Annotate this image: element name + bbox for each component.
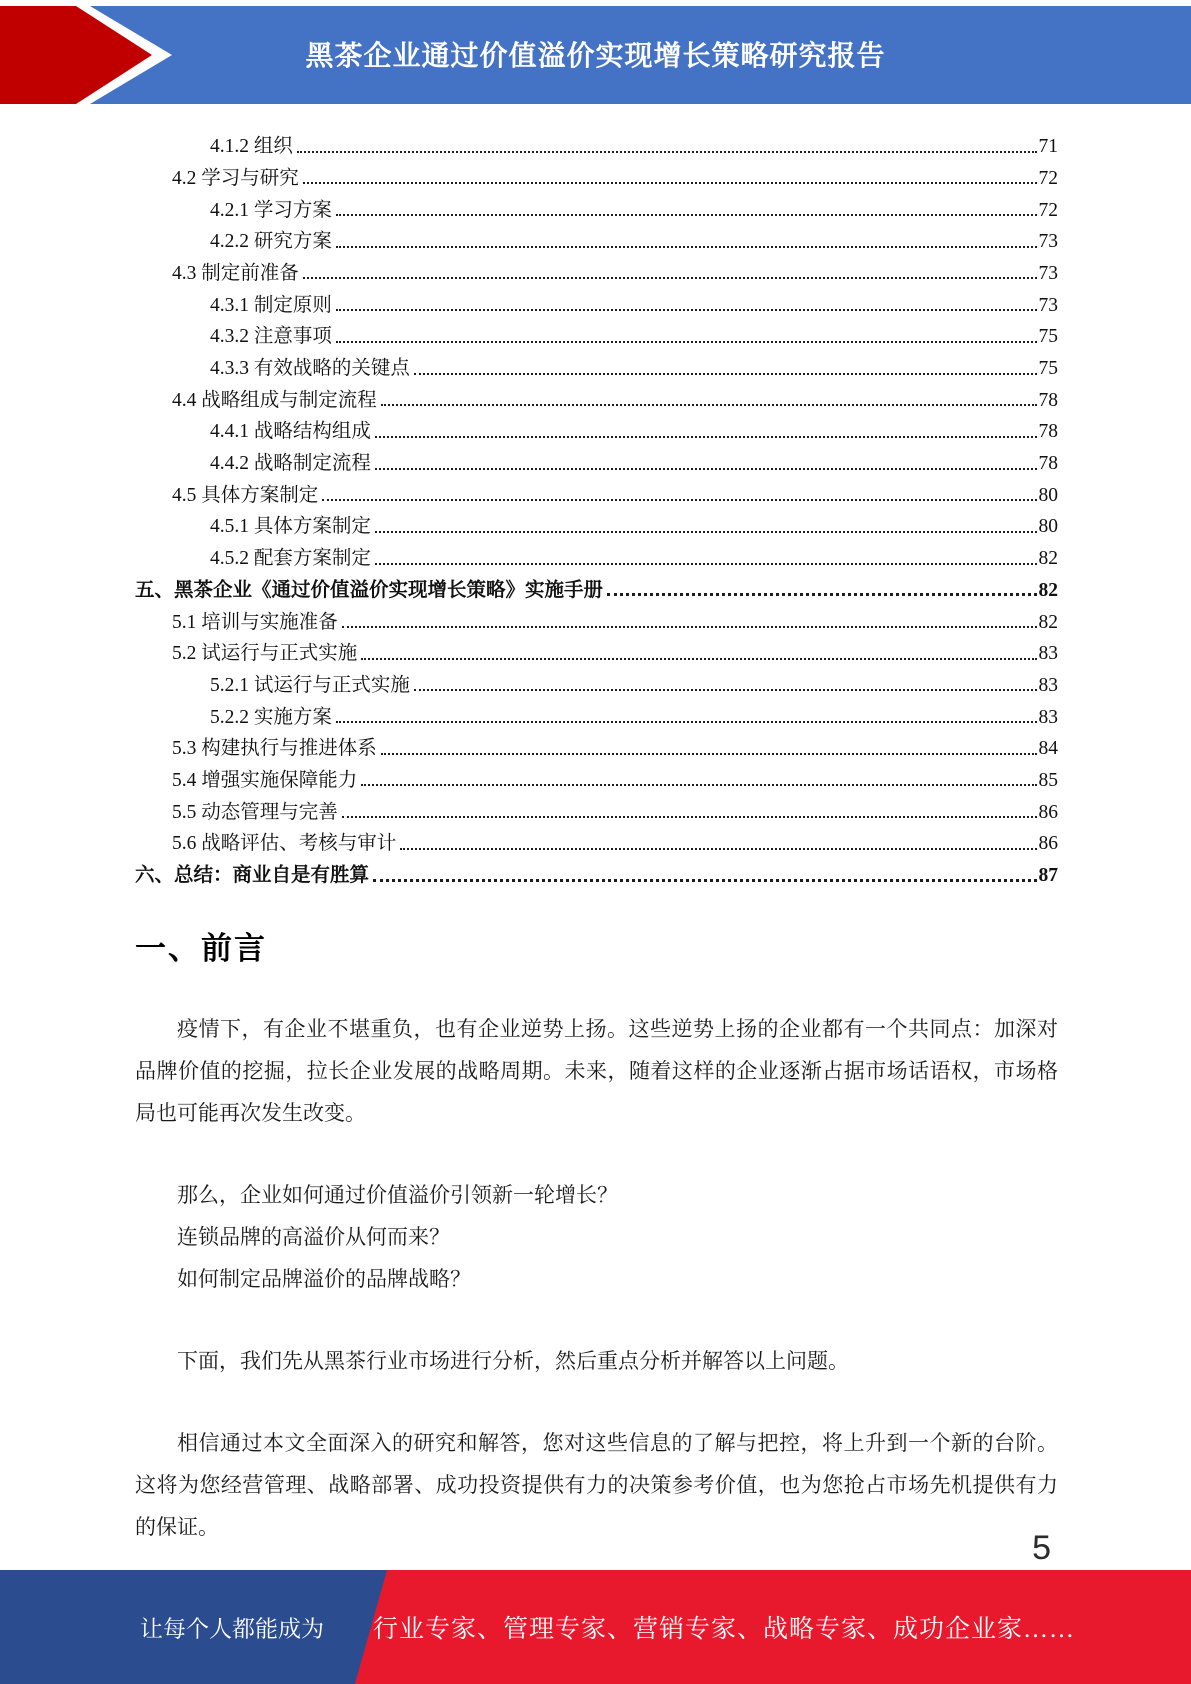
toc-dotted-leader (336, 309, 1037, 311)
page-content (135, 104, 1058, 1548)
body-paragraph: 下面，我们先从黑茶行业市场进行分析，然后重点分析并解答以上问题。 (177, 1348, 849, 1373)
toc-entry-page: 73 (1038, 262, 1058, 284)
toc-entry[interactable] (135, 348, 1058, 380)
toc-entry-label: 5.2.2 实施方案 (210, 706, 332, 728)
toc-entry-label: 4.2 学习与研究 (172, 167, 299, 189)
body-paragraph: 相信通过本文全面深入的研究和解答，您对这些信息的了解与把控，将上升到一个新的台阶。这将为您经营管理、战略部署、成功投资提供有力的决策参考价值，也为您抢占市场先机提供有力的保证。 (135, 1430, 1058, 1539)
toc-dotted-leader (297, 151, 1037, 153)
toc-dotted-leader (342, 816, 1037, 818)
toc-entry-page: 78 (1038, 389, 1058, 411)
toc-entry-page: 82 (1038, 579, 1058, 601)
toc-entry[interactable] (135, 411, 1058, 443)
toc-dotted-leader (414, 689, 1037, 691)
toc-entry-page: 85 (1038, 769, 1058, 791)
toc-dotted-leader (342, 626, 1037, 628)
toc-list (135, 126, 1058, 887)
body-paragraph: 如何制定品牌溢价的品牌战略？ (177, 1266, 471, 1291)
toc-entry[interactable] (135, 823, 1058, 855)
toc-entry-label: 五、黑茶企业《通过价值溢价实现增长策略》实施手册 (135, 579, 604, 601)
toc-entry-page: 73 (1038, 294, 1058, 316)
toc-dotted-leader (361, 784, 1036, 786)
toc-dotted-leader (414, 373, 1037, 375)
toc-entry-label: 4.3.1 制定原则 (210, 294, 332, 316)
toc-entry[interactable] (135, 126, 1058, 158)
toc-entry-label: 5.6 战略评估、考核与审计 (172, 833, 397, 855)
toc-entry[interactable] (135, 538, 1058, 570)
toc-entry-page: 83 (1038, 643, 1058, 665)
toc-dotted-leader (375, 468, 1037, 470)
body-paragraph: 连锁品牌的高溢价从何而来？ (177, 1224, 450, 1249)
page-number: 5 (1032, 1529, 1051, 1567)
toc-entry[interactable] (135, 253, 1058, 285)
toc-dotted-leader (336, 246, 1037, 248)
toc-entry-label: 六、总结：商业自是有胜算 (135, 865, 370, 887)
toc-entry[interactable] (135, 443, 1058, 475)
toc-entry-label: 5.2 试运行与正式实施 (172, 643, 358, 665)
toc-dotted-leader (303, 182, 1037, 184)
footer-slogan-left: 让每个人都能成为 (140, 1616, 324, 1642)
toc-entry-page: 72 (1038, 199, 1058, 221)
toc-entry[interactable] (135, 380, 1058, 412)
toc-entry-page: 83 (1038, 674, 1058, 696)
toc-entry[interactable] (135, 221, 1058, 253)
toc-entry-page: 84 (1038, 738, 1058, 760)
toc-entry[interactable] (135, 665, 1058, 697)
toc-entry[interactable] (135, 189, 1058, 221)
toc-entry[interactable] (135, 601, 1058, 633)
toc-dotted-leader (381, 753, 1037, 755)
toc-entry-label: 4.3 制定前准备 (172, 262, 299, 284)
footer-slogan-right: 行业专家、管理专家、营销专家、战略专家、成功企业家…… (373, 1616, 1076, 1643)
toc-entry-page: 75 (1038, 326, 1058, 348)
toc-entry-page: 87 (1038, 865, 1058, 887)
toc-entry[interactable] (135, 728, 1058, 760)
toc-entry-page: 80 (1038, 484, 1058, 506)
toc-entry-label: 4.4 战略组成与制定流程 (172, 389, 377, 411)
toc-entry-label: 4.5.2 配套方案制定 (210, 548, 371, 570)
report-title: 黑茶企业通过价值溢价实现增长策略研究报告 (305, 40, 886, 72)
toc-dotted-leader (373, 879, 1036, 882)
toc-entry-page: 78 (1038, 453, 1058, 475)
toc-entry-label: 4.4.2 战略制定流程 (210, 453, 371, 475)
toc-entry-page: 80 (1038, 516, 1058, 538)
toc-entry-label: 4.1.2 组织 (210, 136, 293, 158)
toc-dotted-leader (375, 531, 1037, 533)
toc-entry[interactable] (135, 760, 1058, 792)
toc-dotted-leader (607, 593, 1036, 596)
toc-entry-page: 82 (1038, 548, 1058, 570)
toc-entry-label: 5.4 增强实施保障能力 (172, 769, 358, 791)
body-paragraph: 疫情下，有企业不堪重负，也有企业逆势上扬。这些逆势上扬的企业都有一个共同点：加深对品牌价值的挖掘，拉长企业发展的战略周期。未来，随着这样的企业逐渐占据市场话语权，市场格局也可能再次发生改变。 (135, 1016, 1058, 1125)
toc-entry[interactable] (135, 696, 1058, 728)
toc-entry-label: 5.1 培训与实施准备 (172, 611, 338, 633)
toc-entry-label: 4.3.2 注意事项 (210, 326, 332, 348)
section-heading-foreword: 一、前言 (135, 930, 267, 966)
toc-dotted-leader (375, 436, 1037, 438)
toc-dotted-leader (336, 721, 1037, 723)
toc-entry-label: 4.2.2 研究方案 (210, 231, 332, 253)
toc-entry-page: 71 (1038, 136, 1058, 158)
toc-dotted-leader (322, 499, 1036, 501)
toc-entry-page: 75 (1038, 358, 1058, 380)
toc-entry[interactable] (135, 791, 1058, 823)
toc-entry[interactable] (135, 158, 1058, 190)
toc-entry[interactable] (135, 475, 1058, 507)
toc-entry-label: 5.2.1 试运行与正式实施 (210, 674, 410, 696)
toc-entry-page: 72 (1038, 167, 1058, 189)
toc-entry[interactable] (135, 284, 1058, 316)
toc-entry[interactable] (135, 506, 1058, 538)
footer-banner (0, 1570, 1191, 1684)
toc-dotted-leader (361, 658, 1036, 660)
toc-entry-page: 83 (1038, 706, 1058, 728)
toc-entry-label: 5.3 构建执行与推进体系 (172, 738, 377, 760)
toc-dotted-leader (303, 277, 1037, 279)
toc-entry-page: 73 (1038, 231, 1058, 253)
toc-dotted-leader (400, 848, 1036, 850)
toc-entry-label: 4.5 具体方案制定 (172, 484, 319, 506)
toc-entry-label: 4.5.1 具体方案制定 (210, 516, 371, 538)
toc-entry-label: 4.4.1 战略结构组成 (210, 421, 371, 443)
toc-entry[interactable] (135, 316, 1058, 348)
toc-entry[interactable] (135, 570, 1058, 602)
toc-dotted-leader (375, 563, 1037, 565)
toc-dotted-leader (336, 214, 1037, 216)
toc-dotted-leader (381, 404, 1037, 406)
body-paragraphs (135, 1008, 1058, 1548)
toc-entry-page: 82 (1038, 611, 1058, 633)
toc-entry[interactable] (135, 633, 1058, 665)
toc-entry-label: 5.5 动态管理与完善 (172, 801, 338, 823)
toc-entry-label: 4.3.3 有效战略的关键点 (210, 358, 410, 380)
body-paragraph: 那么，企业如何通过价值溢价引领新一轮增长？ (177, 1182, 618, 1207)
toc-entry-page: 86 (1038, 833, 1058, 855)
toc-entry-page: 86 (1038, 801, 1058, 823)
toc-entry-page: 78 (1038, 421, 1058, 443)
toc-entry-label: 4.2.1 学习方案 (210, 199, 332, 221)
toc-dotted-leader (336, 341, 1037, 343)
toc-entry[interactable] (135, 855, 1058, 887)
header-banner (0, 6, 1191, 104)
